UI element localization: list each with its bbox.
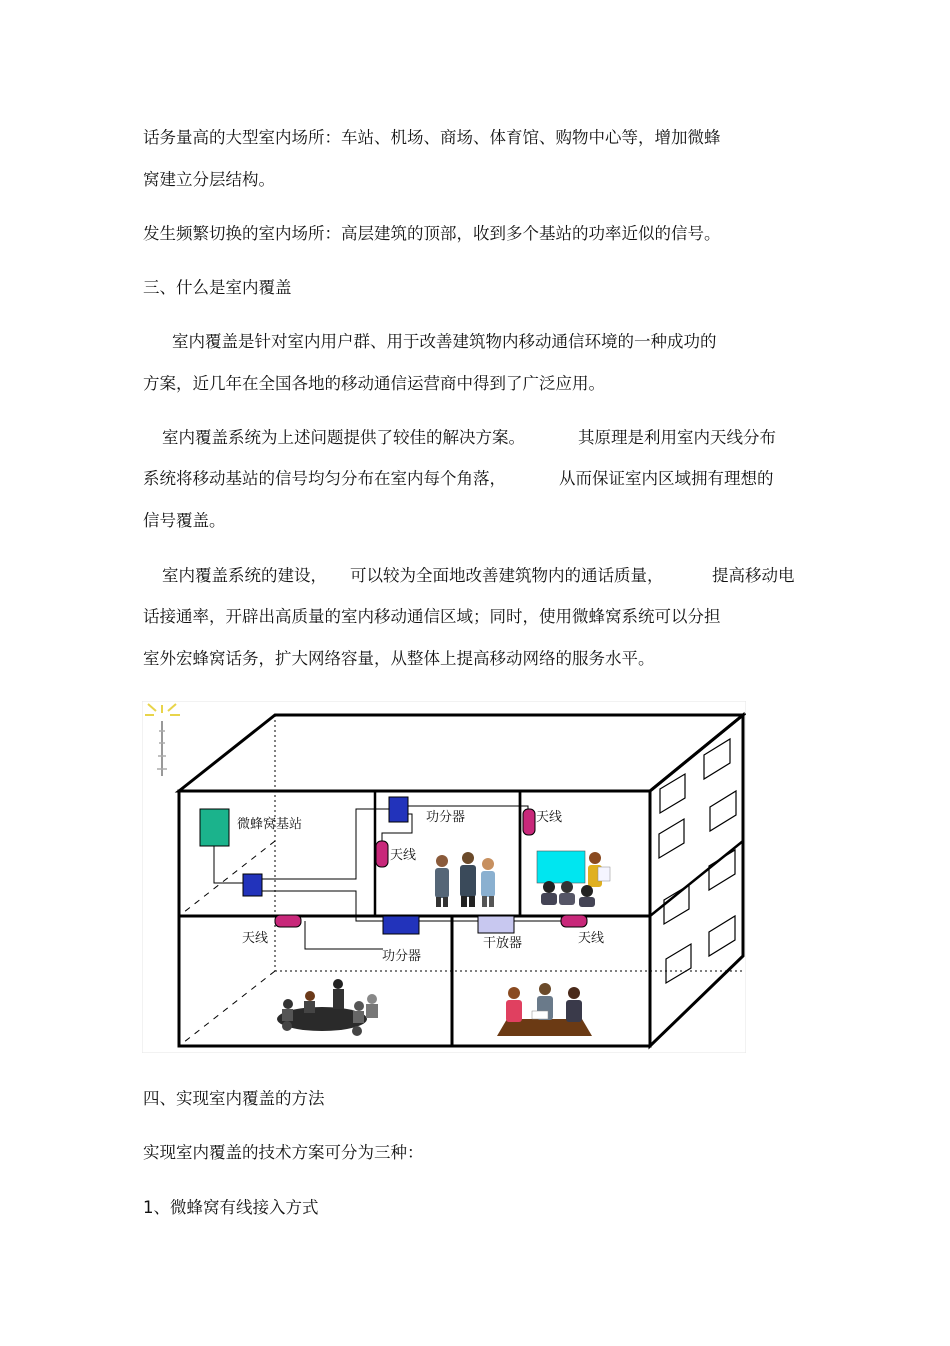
paragraph-line: 室内覆盖系统为上述问题提供了较佳的解决方案。	[162, 428, 525, 447]
paragraph-line: 系统将移动基站的信号均匀分布在室内每个角落，	[143, 469, 506, 488]
section-heading-3: 三、什么是室内覆盖	[143, 278, 292, 297]
paragraph-line: 话务量高的大型室内场所：车站、机场、商场、体育馆、购物中心等，增加微蜂	[143, 128, 721, 147]
paragraph-line: 实现室内覆盖的技术方案可分为三种：	[143, 1143, 424, 1162]
label-antenna-mid: 天线	[390, 848, 417, 863]
indoor-coverage-diagram	[142, 701, 746, 1053]
label-base-station: 微蜂窝基站	[237, 817, 303, 832]
paragraph-line: 话接通率，开辟出高质量的室内移动通信区域；同时，使用微蜂窝系统可以分担	[143, 607, 721, 626]
splitter-icon	[389, 797, 408, 822]
antenna-icon	[275, 915, 301, 927]
antenna-icon	[523, 809, 535, 835]
splitter-icon	[383, 916, 419, 934]
people-handshake-icon	[435, 852, 495, 907]
paragraph-line: 发生频繁切换的室内场所：高层建筑的顶部，收到多个基站的功率近似的信号。	[143, 224, 721, 243]
paragraph-line: 室内覆盖是针对室内用户群、用于改善建筑物内移动通信环境的一种成功的	[172, 332, 717, 351]
paragraph-line: 信号覆盖。	[143, 511, 226, 530]
label-amplifier: 干放器	[483, 936, 523, 951]
office-meeting-icon	[497, 983, 592, 1036]
paragraph-line: 其原理是利用室内天线分布	[578, 428, 776, 447]
paragraph-line: 室内覆盖系统的建设，	[162, 566, 327, 585]
label-splitter-top: 功分器	[426, 810, 466, 825]
antenna-icon	[376, 841, 388, 867]
microcell-base-station	[200, 809, 229, 846]
paragraph-line: 室外宏蜂窝话务，扩大网络容量，从整体上提高移动网络的服务水平。	[143, 649, 655, 668]
amplifier-icon	[478, 916, 514, 933]
splitter-icon	[243, 874, 262, 896]
paragraph-line: 从而保证室内区域拥有理想的	[559, 469, 774, 488]
paragraph-line: 方案，近几年在全国各地的移动通信运营商中得到了广泛应用。	[143, 374, 605, 393]
label-antenna-left-bottom: 天线	[242, 931, 269, 946]
paragraph-line: 提高移动电	[712, 566, 795, 585]
section-heading-4: 四、实现室内覆盖的方法	[143, 1089, 325, 1108]
antenna-icon	[561, 915, 587, 927]
paragraph-line: 窝建立分层结构。	[143, 170, 275, 189]
label-splitter-bottom: 功分器	[382, 949, 422, 964]
paragraph-line: 可以较为全面地改善建筑物内的通话质量，	[350, 566, 664, 585]
label-antenna-bottom-right: 天线	[578, 931, 605, 946]
label-antenna-right: 天线	[536, 810, 563, 825]
list-item: 1、微蜂窝有线接入方式	[143, 1198, 319, 1217]
